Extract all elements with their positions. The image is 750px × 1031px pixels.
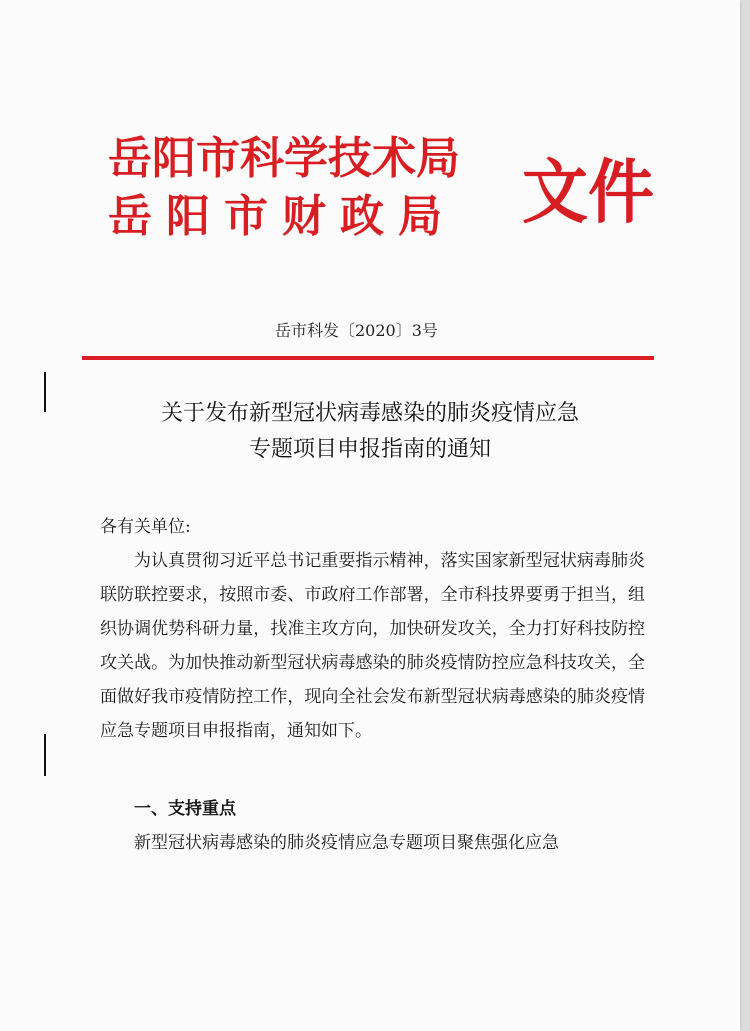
section-heading-1: 一、支持重点 <box>134 799 236 819</box>
title-line-2: 专题项目申报指南的通知 <box>248 437 491 462</box>
title-line-1: 关于发布新型冠状病毒感染的肺炎疫情应急 <box>160 401 579 426</box>
scan-edge <box>742 0 750 1031</box>
body-paragraph-2: 新型冠状病毒感染的肺炎疫情应急专题项目聚焦强化应急 <box>134 833 559 853</box>
salutation: 各有关单位: <box>100 517 191 537</box>
binding-mark-bottom <box>44 734 46 776</box>
issuing-authority-2: 岳阳市财政局 <box>108 191 456 242</box>
red-divider-line <box>82 356 654 360</box>
body-paragraph-1: 为认真贯彻习近平总书记重要指示精神，落实国家新型冠状病毒肺炎联防联控要求，按照市委、市政府工作部署，全市科技界要勇于担当，组织协调优势科研力量，找准主攻方向，加快研发攻关，全力打好科技防控攻关战。为加快推动新型冠状病毒感染的肺炎疫情防控应急科技攻关，全面做好我市疫情防控工作，现向全社会发布新型冠状病毒感染的肺炎疫情应急专题项目申报指南，通知如下。 <box>100 551 645 741</box>
document-number: 岳市科发〔2020〕3号 <box>275 321 438 340</box>
document-title <box>0 396 740 468</box>
document-type-label: 文件 <box>522 151 654 233</box>
issuing-authorities <box>108 130 460 246</box>
issuing-authority-1: 岳阳市科学技术局 <box>108 133 460 184</box>
